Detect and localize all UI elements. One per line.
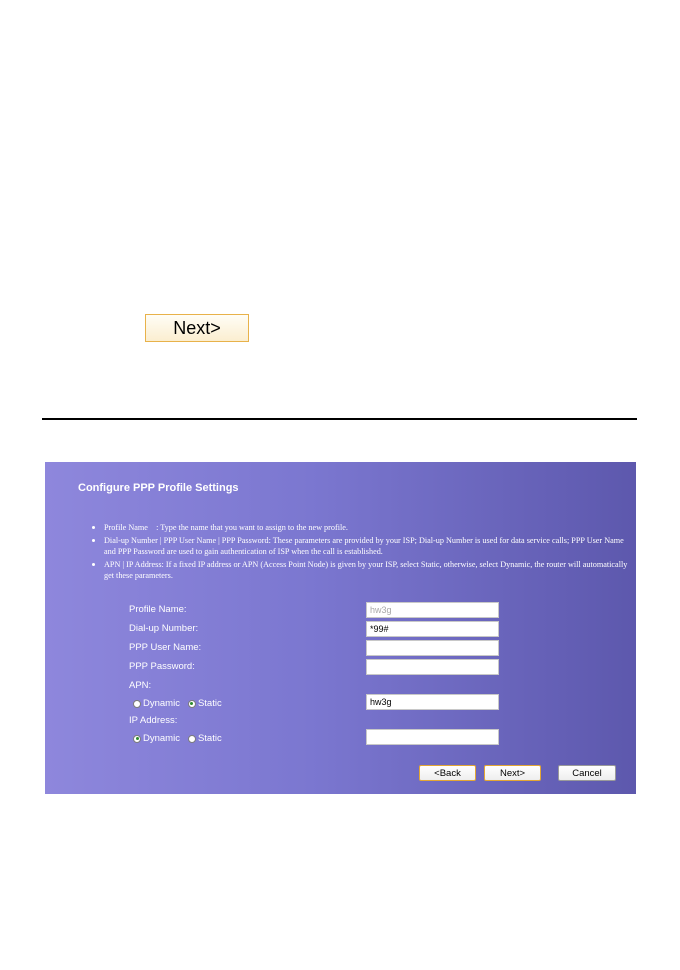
horizontal-rule bbox=[42, 418, 637, 420]
apn-dynamic-radio[interactable] bbox=[133, 700, 141, 708]
ip-static-option[interactable] bbox=[188, 733, 222, 744]
back-button[interactable]: <Back bbox=[419, 765, 476, 781]
ppp-password-label: PPP Password: bbox=[129, 661, 195, 672]
dialup-number-input[interactable] bbox=[366, 621, 499, 637]
next-button[interactable]: Next> bbox=[484, 765, 541, 781]
ppp-user-name-input[interactable] bbox=[366, 640, 499, 656]
note-apn-ip: APN | IP Address: If a fixed IP address or APN (Access Point Node) is given by your ISP, select Static, otherwise, select Dynamic, the router will automatically get these parameters. bbox=[90, 559, 635, 581]
ip-dynamic-radio[interactable] bbox=[133, 735, 141, 743]
apn-input[interactable] bbox=[366, 694, 499, 710]
apn-static-option[interactable] bbox=[188, 698, 222, 709]
apn-mode-group bbox=[133, 698, 226, 709]
note-profile-name: Profile Name : Type the name that you want to assign to the new profile. bbox=[90, 522, 635, 533]
apn-dynamic-label: Dynamic bbox=[143, 698, 180, 709]
help-notes bbox=[90, 522, 635, 583]
dialog-title: Configure PPP Profile Settings bbox=[78, 482, 239, 494]
ip-address-label: IP Address: bbox=[129, 715, 178, 726]
ip-address-input[interactable] bbox=[366, 729, 499, 745]
ppp-profile-dialog bbox=[45, 462, 636, 794]
profile-name-input[interactable] bbox=[366, 602, 499, 618]
apn-dynamic-option[interactable] bbox=[133, 698, 180, 709]
ppp-user-name-label: PPP User Name: bbox=[129, 642, 202, 653]
profile-name-label: Profile Name: bbox=[129, 604, 187, 615]
ip-static-radio[interactable] bbox=[188, 735, 196, 743]
dialup-number-label: Dial-up Number: bbox=[129, 623, 199, 634]
ppp-password-input[interactable] bbox=[366, 659, 499, 675]
apn-static-radio[interactable] bbox=[188, 700, 196, 708]
ip-dynamic-option[interactable] bbox=[133, 733, 180, 744]
apn-static-label: Static bbox=[197, 698, 222, 709]
ip-dynamic-label: Dynamic bbox=[143, 733, 180, 744]
ip-mode-group bbox=[133, 733, 226, 744]
next-button-large[interactable]: Next> bbox=[145, 314, 249, 342]
ip-static-label: Static bbox=[197, 733, 222, 744]
apn-label: APN: bbox=[129, 680, 152, 691]
note-dialup-credentials: Dial-up Number | PPP User Name | PPP Password: These parameters are provided by your ISP; Dial-up Number is used for data service calls; PPP User Name and PPP Password are used to gain authentication of ISP when the call is established. bbox=[90, 535, 635, 557]
cancel-button[interactable]: Cancel bbox=[558, 765, 616, 781]
